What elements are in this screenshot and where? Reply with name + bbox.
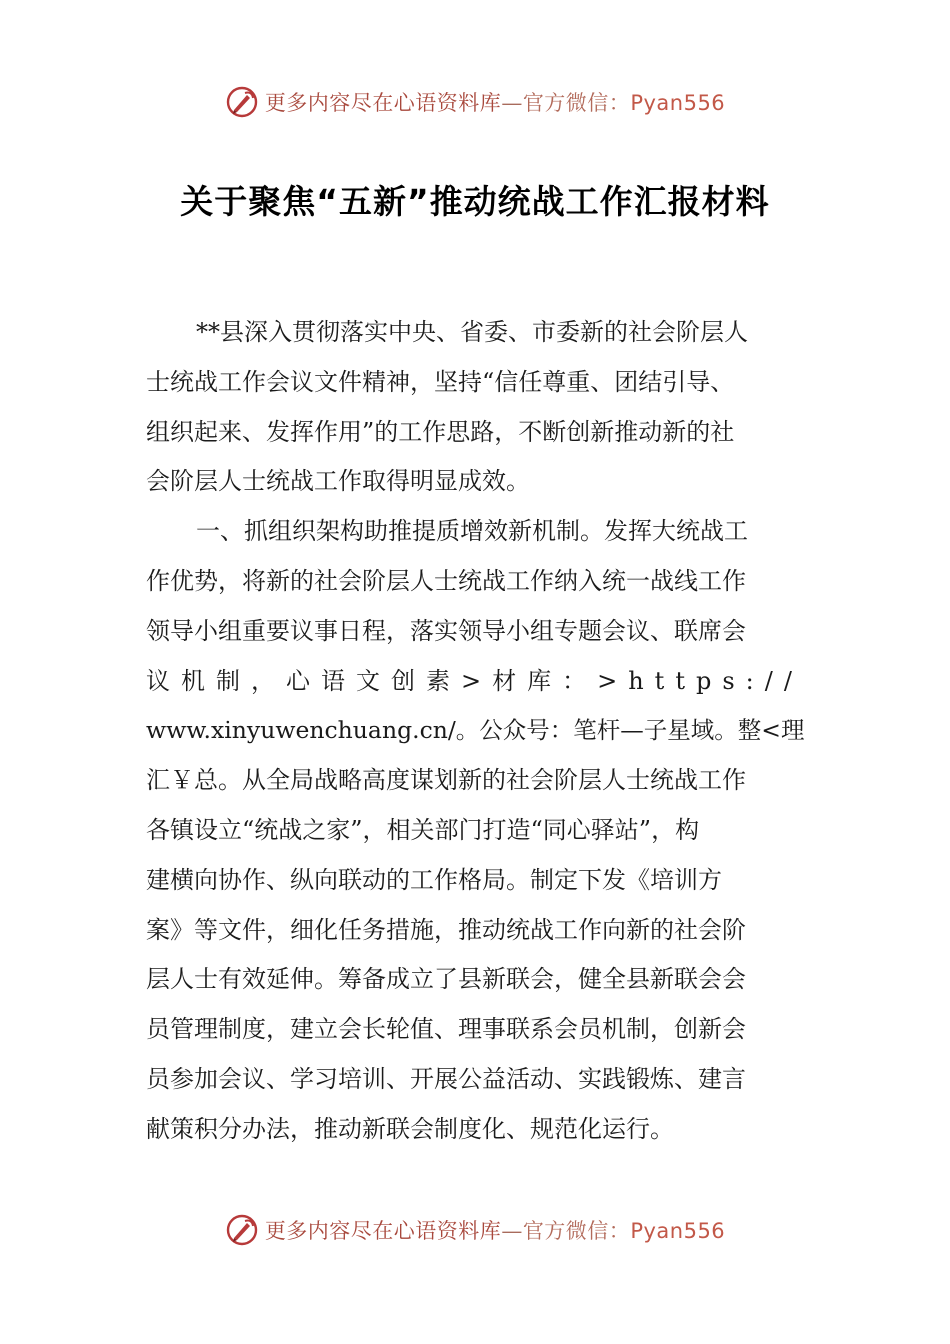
body-line: 各镇设立“统战之家”，相关部门打造“同心驿站”，构 — [146, 815, 700, 844]
body-line: 层人士有效延伸。筹备成立了县新联会，健全县新联会会 — [146, 965, 746, 994]
document-body — [146, 308, 806, 1155]
body-line: www.xinyuwenchuang.cn/。公众号：笔杆—子星域。整<理 — [146, 716, 805, 745]
header-brand: 更多内容尽在心语资料库 — [264, 91, 502, 115]
body-line: 员参加会议、学习培训、开展公益活动、实践锻炼、建言 — [146, 1064, 746, 1093]
header-wechat-id: Pyan556 — [630, 91, 726, 115]
pen-logo-icon — [225, 1213, 259, 1247]
body-line: 一、抓组织架构助推提质增效新机制。发挥大统战工 — [196, 517, 748, 546]
body-line: 领导小组重要议事日程，落实领导小组专题会议、联席会 — [146, 616, 746, 645]
body-line: 案》等文件，细化任务措施，推动统战工作向新的社会阶 — [146, 915, 746, 944]
body-line: 献策积分办法，推动新联会制度化、规范化运行。 — [146, 1114, 674, 1143]
body-line: 汇￥总。从全局战略高度谋划新的社会阶层人士统战工作 — [146, 766, 746, 795]
footer-banner-text — [265, 1215, 725, 1245]
body-line-text: **县深入贯彻落实中央、省委、市委新的社会阶层人 — [196, 318, 748, 346]
body-line: 组织起来、发挥作用”的工作思路，不断创新推动新的社 — [146, 417, 735, 446]
body-line — [146, 308, 806, 358]
header-banner — [0, 80, 950, 124]
body-line: 作优势，将新的社会阶层人士统战工作纳入统一战线工作 — [146, 566, 746, 595]
footer-dash: — — [501, 1219, 523, 1243]
body-line: 士统战工作会议文件精神，坚持“信任尊重、团结引导、 — [146, 367, 735, 396]
footer-wechat-label: 官方微信： — [522, 1219, 631, 1243]
body-line: 会阶层人士统战工作取得明显成效。 — [146, 467, 530, 496]
header-dash: — — [501, 91, 523, 115]
header-banner-text — [265, 87, 725, 117]
footer-brand: 更多内容尽在心语资料库 — [264, 1219, 502, 1243]
body-line: 员管理制度，建立会长轮值、理事联系会员机制，创新会 — [146, 1015, 746, 1044]
footer-wechat-id: Pyan556 — [630, 1219, 726, 1243]
body-line: 建横向协作、纵向联动的工作格局。制定下发《培训方 — [146, 865, 722, 894]
body-line: 议机制，心语文创素>材库：>https:// — [146, 666, 803, 695]
header-wechat-label: 官方微信： — [522, 91, 631, 115]
footer-banner — [0, 1208, 950, 1252]
document-title: 关于聚焦“五新”推动统战工作汇报材料 — [180, 182, 770, 221]
pen-logo-icon — [225, 85, 259, 119]
